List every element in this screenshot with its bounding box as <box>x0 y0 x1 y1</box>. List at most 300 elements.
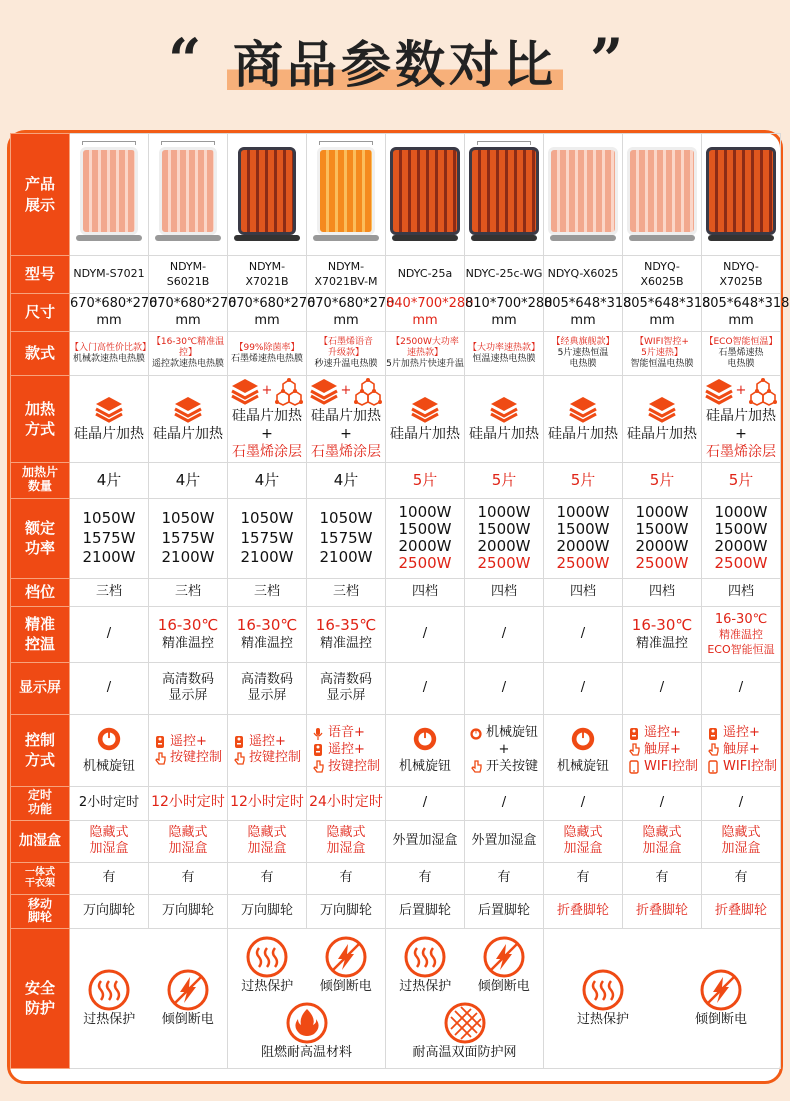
heating-text: 硅晶片加热+ <box>706 408 776 442</box>
humid-9: 隐藏式 加湿盒 <box>702 820 781 862</box>
heating-text: 硅晶片加热+ <box>232 408 302 442</box>
layers-icon <box>647 394 677 424</box>
control-wifi: WIFI控制 <box>644 758 698 774</box>
size-3: 670*680*270 mm <box>228 294 307 332</box>
wheel-6: 后置脚轮 <box>465 894 544 928</box>
temp-desc: 精准温控 <box>161 635 214 651</box>
model-9: NDYQ-X7025B <box>702 256 781 294</box>
overheat-icon <box>245 935 289 979</box>
control-remote: 遥控+ <box>723 725 760 741</box>
phone-icon <box>706 760 720 774</box>
power-value: 1500W <box>398 519 452 538</box>
tip-over-icon <box>482 935 526 979</box>
quote-left: “ <box>168 26 202 94</box>
heating-text: 硅晶片加热 <box>469 425 539 442</box>
row-temp <box>11 606 781 662</box>
flame-icon <box>285 1001 329 1045</box>
power-value: 2500W <box>714 554 768 573</box>
wheel-2: 万向脚轮 <box>149 894 228 928</box>
safety-overheat: 过热保护 <box>83 1011 136 1027</box>
finger-icon <box>706 743 720 757</box>
screen-line: 显示屏 <box>168 688 208 704</box>
size-5: 840*700*280 mm <box>386 294 465 332</box>
control-switch: 开关按键 <box>486 758 539 774</box>
power-value: 2500W <box>477 554 531 573</box>
rack-8: 有 <box>623 862 702 894</box>
graphene-icon <box>748 376 778 406</box>
screen-8: / <box>623 662 702 714</box>
control-remote: 遥控+ <box>328 741 365 757</box>
control-button: 按键控制 <box>249 750 302 766</box>
comparison-table <box>10 133 790 1069</box>
temp-range: 16-30℃ <box>236 616 298 635</box>
power-value: 2500W <box>556 554 610 573</box>
remote-icon <box>627 727 641 741</box>
layers-icon <box>489 394 519 424</box>
size-7: 805*648*318 mm <box>544 294 623 332</box>
control-4 <box>307 714 386 786</box>
style-desc: 5片加热片快速升温 <box>386 358 464 369</box>
row-safety <box>11 928 781 1068</box>
power-value: 1500W <box>556 519 610 538</box>
screen-3 <box>228 662 307 714</box>
heating-text: 硅晶片加热 <box>74 425 144 442</box>
temp-desc: 精准温控 <box>635 635 688 651</box>
style-tag: 【石墨烯语音 升级款】 <box>318 337 373 359</box>
pieces-5: 5片 <box>386 462 465 498</box>
style-tag: 【经典旗舰款】 <box>551 337 615 348</box>
power-value: 1050W <box>319 509 373 528</box>
safety-tip: 倾倒断电 <box>694 1011 747 1027</box>
heating-coating: 石墨烯涂层 <box>706 443 776 460</box>
heating-7 <box>544 376 623 463</box>
screen-4 <box>307 662 386 714</box>
knob-icon <box>469 727 483 741</box>
row-screen <box>11 662 781 714</box>
gear-1: 三档 <box>70 578 149 606</box>
temp-3 <box>228 606 307 662</box>
power-value: 2000W <box>635 537 689 556</box>
row-model <box>11 256 781 294</box>
label-wheel: 移动 脚轮 <box>11 894 70 928</box>
heating-1 <box>70 376 149 463</box>
label-power: 额定 功率 <box>11 498 70 578</box>
pieces-2: 4片 <box>149 462 228 498</box>
humid-7: 隐藏式 加湿盒 <box>544 820 623 862</box>
style-tag: 【ECO智能恒温】 <box>704 337 778 348</box>
power-5 <box>386 498 465 578</box>
timer-6: / <box>465 786 544 820</box>
gear-4: 三档 <box>307 578 386 606</box>
style-1 <box>70 332 152 376</box>
power-value: 1575W <box>82 528 136 547</box>
gear-7: 四档 <box>544 578 623 606</box>
finger-icon <box>627 743 641 757</box>
style-6 <box>465 332 544 376</box>
comparison-frame <box>7 130 790 1084</box>
humid-2: 隐藏式 加湿盒 <box>149 820 228 862</box>
pieces-3: 4片 <box>228 462 307 498</box>
heating-coating: 石墨烯涂层 <box>232 443 302 460</box>
row-wheel <box>11 894 781 928</box>
safety-group-4 <box>544 928 781 1068</box>
style-desc: 遥控款速热电热膜 <box>151 358 224 369</box>
power-value: 2100W <box>319 547 373 566</box>
style-desc: 秒速升温电热膜 <box>314 358 378 369</box>
screen-1: / <box>70 662 149 714</box>
product-image-8 <box>623 134 702 256</box>
humid-8: 隐藏式 加湿盒 <box>623 820 702 862</box>
gear-5: 四档 <box>386 578 465 606</box>
quote-right: ” <box>590 26 624 94</box>
header <box>0 0 790 130</box>
row-control <box>11 714 781 786</box>
temp-range: 16-30℃ <box>631 616 693 635</box>
heating-text: 硅晶片加热+ <box>311 408 381 442</box>
control-remote: 遥控+ <box>644 725 681 741</box>
rack-5: 有 <box>386 862 465 894</box>
power-value: 1575W <box>319 528 373 547</box>
tip-over-icon <box>699 968 743 1012</box>
control-touch: 触屏+ <box>644 741 681 757</box>
screen-2 <box>149 662 228 714</box>
rack-3: 有 <box>228 862 307 894</box>
power-8 <box>623 498 702 578</box>
control-5 <box>386 714 465 786</box>
temp-6: / <box>465 606 544 662</box>
row-power <box>11 498 781 578</box>
control-knob: 机械旋钮 <box>398 758 451 774</box>
row-gear <box>11 578 781 606</box>
control-2 <box>149 714 228 786</box>
page-title: 商品参数对比 <box>227 25 563 97</box>
rack-6: 有 <box>465 862 544 894</box>
model-7: NDYQ-X6025 <box>544 256 623 294</box>
power-value: 1000W <box>477 502 531 521</box>
temp-range: 16-30℃ <box>714 611 768 627</box>
style-desc: 5片速热恒温 电热膜 <box>557 348 609 369</box>
style-8 <box>623 332 702 376</box>
gear-9: 四档 <box>702 578 781 606</box>
power-value: 1000W <box>635 502 689 521</box>
mic-icon <box>311 727 325 741</box>
temp-desc: 精准温控 <box>719 628 763 642</box>
graphene-icon <box>353 376 383 406</box>
safety-group-1 <box>70 928 228 1068</box>
humid-6: 外置加湿盒 <box>465 820 544 862</box>
remote-icon <box>153 735 167 749</box>
style-desc: 机械款速热电热膜 <box>72 353 145 364</box>
safety-mesh: 耐高温双面防护网 <box>412 1045 517 1061</box>
power-6 <box>465 498 544 578</box>
temp-2 <box>149 606 228 662</box>
row-size <box>11 294 781 332</box>
row-heating <box>11 376 781 463</box>
pieces-4: 4片 <box>307 462 386 498</box>
temp-8 <box>623 606 702 662</box>
product-image-7 <box>544 134 623 256</box>
overheat-icon <box>403 935 447 979</box>
row-timer <box>11 786 781 820</box>
style-desc: 恒温速热电热膜 <box>472 353 536 364</box>
label-pieces: 加热片 数量 <box>11 462 70 498</box>
heating-5 <box>386 376 465 463</box>
layers-icon <box>568 394 598 424</box>
label-heating: 加热 方式 <box>11 376 70 463</box>
safety-tip: 倾倒断电 <box>161 1011 214 1027</box>
control-9 <box>702 714 781 786</box>
control-button: 按键控制 <box>170 750 223 766</box>
product-image-1 <box>70 134 149 256</box>
power-7 <box>544 498 623 578</box>
style-5 <box>386 332 465 376</box>
safety-overheat: 过热保护 <box>399 978 452 994</box>
finger-icon <box>469 760 483 774</box>
power-value: 2100W <box>161 547 215 566</box>
pieces-1: 4片 <box>70 462 149 498</box>
model-5: NDYC-25a <box>386 256 465 294</box>
wheel-5: 后置脚轮 <box>386 894 465 928</box>
temp-eco: ECO智能恒温 <box>707 642 775 656</box>
rack-2: 有 <box>149 862 228 894</box>
power-value: 2000W <box>398 537 452 556</box>
model-4: NDYM- X7021BV-M <box>307 256 386 294</box>
wheel-3: 万向脚轮 <box>228 894 307 928</box>
power-3 <box>228 498 307 578</box>
humid-3: 隐藏式 加湿盒 <box>228 820 307 862</box>
power-1 <box>70 498 149 578</box>
remote-icon <box>311 743 325 757</box>
model-6: NDYC-25c-WG <box>465 256 544 294</box>
power-value: 2100W <box>82 547 136 566</box>
model-2: NDYM-S6021B <box>149 256 228 294</box>
wheel-7: 折叠脚轮 <box>544 894 623 928</box>
timer-9: / <box>702 786 781 820</box>
style-9 <box>702 332 781 376</box>
style-tag: 【入门高性价比款】 <box>70 342 152 353</box>
pieces-9: 5片 <box>702 462 781 498</box>
size-8: 805*648*318 mm <box>623 294 702 332</box>
control-voice: 语音+ <box>328 725 365 741</box>
finger-icon <box>311 760 325 774</box>
size-4: 670*680*270 mm <box>307 294 386 332</box>
power-value: 2500W <box>398 554 452 573</box>
temp-desc: 精准温控 <box>319 635 372 651</box>
size-9: 805*648*318 mm <box>702 294 781 332</box>
label-rack: 一体式 干衣架 <box>11 862 70 894</box>
layers-icon <box>230 376 260 406</box>
product-image-9 <box>702 134 781 256</box>
temp-7: / <box>544 606 623 662</box>
label-timer: 定时 功能 <box>11 786 70 820</box>
gear-6: 四档 <box>465 578 544 606</box>
control-plus: + <box>498 741 510 757</box>
style-tag: 【大功率速热款】 <box>467 342 540 353</box>
phone-icon <box>627 760 641 774</box>
row-pieces <box>11 462 781 498</box>
power-value: 2000W <box>556 537 610 556</box>
safety-overheat: 过热保护 <box>241 978 294 994</box>
style-2 <box>149 332 228 376</box>
safety-tip: 倾倒断电 <box>477 978 530 994</box>
temp-desc: 精准温控 <box>240 635 293 651</box>
label-gear: 档位 <box>11 578 70 606</box>
row-display <box>11 134 781 256</box>
screen-line: 显示屏 <box>247 688 287 704</box>
power-value: 1050W <box>161 509 215 528</box>
power-value: 1050W <box>240 509 294 528</box>
timer-2: 12小时定时 <box>149 786 228 820</box>
control-knob: 机械旋钮 <box>556 758 609 774</box>
screen-5: / <box>386 662 465 714</box>
overheat-icon <box>581 968 625 1012</box>
power-4 <box>307 498 386 578</box>
safety-tip: 倾倒断电 <box>319 978 372 994</box>
product-image-4 <box>307 134 386 256</box>
timer-3: 12小时定时 <box>228 786 307 820</box>
safety-flame: 阻燃耐高温材料 <box>260 1045 352 1061</box>
layers-icon <box>704 376 734 406</box>
label-safety: 安全 防护 <box>11 928 70 1068</box>
power-9 <box>702 498 781 578</box>
power-value: 1500W <box>477 519 531 538</box>
tip-over-icon <box>166 968 210 1012</box>
heating-coating: 石墨烯涂层 <box>311 443 381 460</box>
pieces-8: 5片 <box>623 462 702 498</box>
label-control: 控制 方式 <box>11 714 70 786</box>
timer-1: 2小时定时 <box>70 786 149 820</box>
overheat-icon <box>87 968 131 1012</box>
safety-group-3 <box>386 928 544 1068</box>
control-7 <box>544 714 623 786</box>
control-button: 按键控制 <box>328 758 381 774</box>
control-touch: 触屏+ <box>723 741 760 757</box>
power-2 <box>149 498 228 578</box>
power-value: 1500W <box>635 519 689 538</box>
screen-9: / <box>702 662 781 714</box>
rack-4: 有 <box>307 862 386 894</box>
heating-text: 硅晶片加热 <box>153 425 223 442</box>
screen-line: 高清数码 <box>319 671 372 687</box>
rack-7: 有 <box>544 862 623 894</box>
power-value: 1000W <box>714 502 768 521</box>
gear-3: 三档 <box>228 578 307 606</box>
timer-5: / <box>386 786 465 820</box>
style-7 <box>544 332 623 376</box>
remote-icon <box>232 735 246 749</box>
screen-line: 显示屏 <box>326 688 366 704</box>
model-8: NDYQ-X6025B <box>623 256 702 294</box>
power-value: 2500W <box>635 554 689 573</box>
pieces-6: 5片 <box>465 462 544 498</box>
style-tag: 【2500W大功率 速热款】 <box>391 337 459 359</box>
style-tag: 【16-30℃精准温控】 <box>151 337 225 359</box>
screen-7: / <box>544 662 623 714</box>
screen-line: 高清数码 <box>161 671 214 687</box>
heating-2 <box>149 376 228 463</box>
power-value: 1050W <box>82 509 136 528</box>
row-humid <box>11 820 781 862</box>
gear-2: 三档 <box>149 578 228 606</box>
model-3: NDYM-X7021B <box>228 256 307 294</box>
style-desc: 石墨烯速热 电热膜 <box>718 348 764 369</box>
mesh-icon <box>443 1001 487 1045</box>
control-knob: 机械旋钮 <box>82 758 135 774</box>
remote-icon <box>706 727 720 741</box>
style-3 <box>228 332 307 376</box>
power-value: 2100W <box>240 547 294 566</box>
label-temp: 精准 控温 <box>11 606 70 662</box>
heating-text: 硅晶片加热 <box>627 425 697 442</box>
graphene-icon <box>274 376 304 406</box>
power-value: 2000W <box>477 537 531 556</box>
power-value: 1000W <box>398 502 452 521</box>
knob-icon <box>95 725 123 753</box>
control-remote: 遥控+ <box>170 733 207 749</box>
product-image-5 <box>386 134 465 256</box>
layers-icon <box>94 394 124 424</box>
row-rack <box>11 862 781 894</box>
style-desc: 石墨烯速热电热膜 <box>230 353 303 364</box>
wheel-4: 万向脚轮 <box>307 894 386 928</box>
temp-9 <box>702 606 781 662</box>
control-8 <box>623 714 702 786</box>
model-1: NDYM-S7021 <box>70 256 149 294</box>
control-wifi: WIFI控制 <box>723 758 777 774</box>
layers-icon <box>173 394 203 424</box>
timer-8: / <box>623 786 702 820</box>
temp-range: 16-30℃ <box>157 616 219 635</box>
humid-5: 外置加湿盒 <box>386 820 465 862</box>
product-image-3 <box>228 134 307 256</box>
humid-4: 隐藏式 加湿盒 <box>307 820 386 862</box>
style-desc: 智能恒温电热膜 <box>630 358 694 369</box>
wheel-9: 折叠脚轮 <box>702 894 781 928</box>
heating-3: + 硅晶片加热+ 石墨烯涂层 <box>228 376 307 463</box>
knob-icon <box>569 725 597 753</box>
timer-7: / <box>544 786 623 820</box>
label-size: 尺寸 <box>11 294 70 332</box>
control-1 <box>70 714 149 786</box>
tip-over-icon <box>324 935 368 979</box>
label-screen: 显示屏 <box>11 662 70 714</box>
power-value: 1000W <box>556 502 610 521</box>
finger-icon <box>232 752 246 766</box>
product-image-6 <box>465 134 544 256</box>
heating-text: 硅晶片加热 <box>548 425 618 442</box>
size-6: 810*700*280 mm <box>465 294 544 332</box>
temp-4 <box>307 606 386 662</box>
humid-1: 隐藏式 加湿盒 <box>70 820 149 862</box>
pieces-7: 5片 <box>544 462 623 498</box>
power-value: 2000W <box>714 537 768 556</box>
knob-icon <box>411 725 439 753</box>
timer-4: 24小时定时 <box>307 786 386 820</box>
style-tag: 【99%除菌率】 <box>234 342 300 353</box>
power-value: 1500W <box>714 519 768 538</box>
safety-group-2 <box>228 928 386 1068</box>
layers-icon <box>309 376 339 406</box>
product-image-2 <box>149 134 228 256</box>
label-display: 产品 展示 <box>11 134 70 256</box>
label-model: 型号 <box>11 256 70 294</box>
size-2: 670*680*270 mm <box>149 294 228 332</box>
control-knob: 机械旋钮 <box>486 725 539 741</box>
power-value: 1575W <box>161 528 215 547</box>
label-humid: 加湿盒 <box>11 820 70 862</box>
temp-1: / <box>70 606 149 662</box>
heating-4: + 硅晶片加热+ 石墨烯涂层 <box>307 376 386 463</box>
